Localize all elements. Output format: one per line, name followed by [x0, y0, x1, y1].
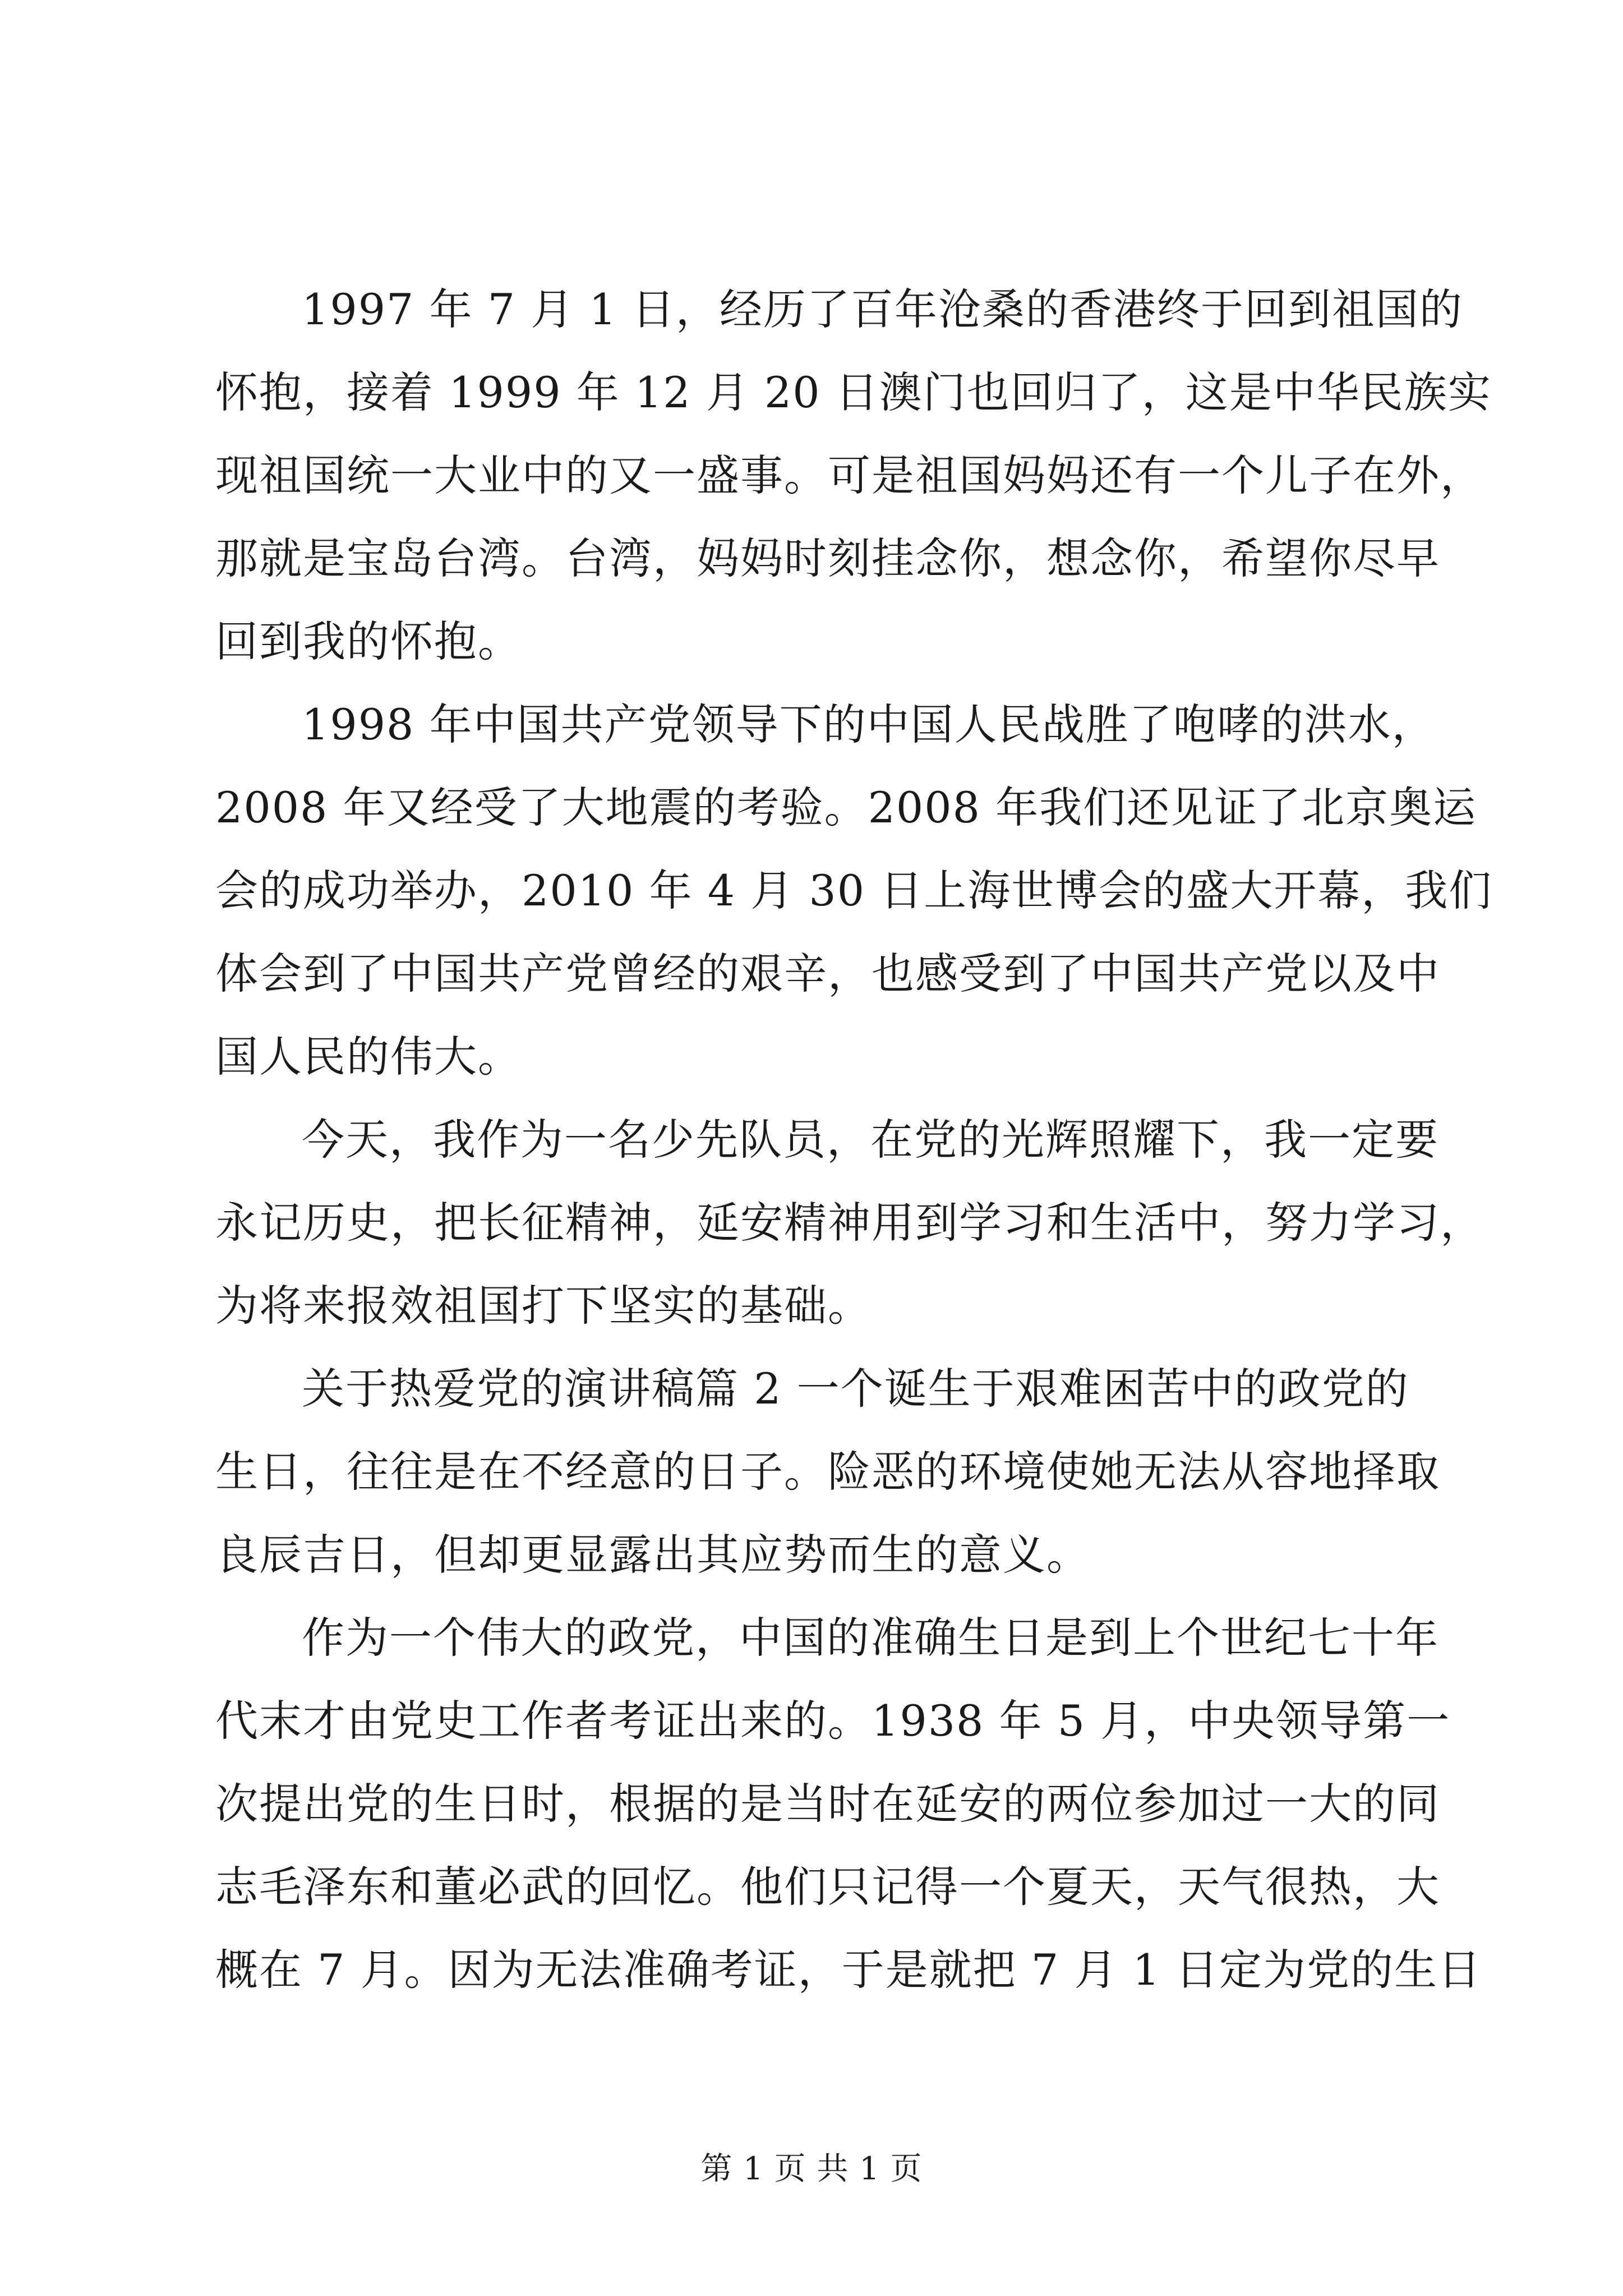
text-line: 生日，往往是在不经意的日子。险恶的环境使她无法从容地择取 — [215, 1447, 1440, 1497]
text-line: 次提出党的生日时，根据的是当时在延安的两位参加过一大的同 — [215, 1779, 1440, 1829]
text-line: 回到我的怀抱。 — [215, 616, 522, 666]
text-line: 为将来报效祖国打下坚实的基础。 — [215, 1281, 872, 1331]
text-line: 今天，我作为一名少先队员，在党的光辉照耀下，我一定要 — [302, 1115, 1439, 1165]
text-line: 志毛泽东和董必武的回忆。他们只记得一个夏天，天气很热，大 — [215, 1862, 1440, 1912]
text-line: 关于热爱党的演讲稿篇 2 一个诞生于艰难困苦中的政党的 — [302, 1364, 1409, 1414]
text-line: 作为一个伟大的政党，中国的准确生日是到上个世纪七十年 — [302, 1613, 1439, 1663]
text-line: 1998 年中国共产党领导下的中国人民战胜了咆哮的洪水， — [302, 700, 1436, 749]
text-line: 永记历史，把长征精神，延安精神用到学习和生活中，努力学习， — [215, 1198, 1484, 1248]
text-line: 代末才由党史工作者考证出来的。1938 年 5 月，中央领导第一 — [215, 1696, 1451, 1746]
text-line: 会的成功举办，2010 年 4 月 30 日上海世博会的盛大开幕，我们 — [215, 866, 1493, 915]
text-line: 体会到了中国共产党曾经的艰辛，也感受到了中国共产党以及中 — [215, 949, 1440, 999]
text-line: 那就是宝岛台湾。台湾，妈妈时刻挂念你，想念你，希望你尽早 — [215, 533, 1440, 583]
page-number-footer: 第 1 页 共 1 页 — [700, 2151, 923, 2187]
document-body — [215, 268, 1493, 2012]
text-line: 良辰吉日，但却更显露出其应势而生的意义。 — [215, 1530, 1090, 1580]
text-line: 现祖国统一大业中的又一盛事。可是祖国妈妈还有一个儿子在外， — [215, 450, 1484, 500]
text-line: 2008 年又经受了大地震的考验。2008 年我们还见证了北京奥运 — [215, 783, 1477, 832]
text-line: 概在 7 月。因为无法准确考证，于是就把 7 月 1 日定为党的生日 — [215, 1945, 1482, 1995]
text-line: 国人民的伟大。 — [215, 1032, 522, 1082]
text-line: 怀抱，接着 1999 年 12 月 20 日澳门也回归了，这是中华民族实 — [215, 367, 1492, 417]
text-line: 1997 年 7 月 1 日，经历了百年沧桑的香港终于回到祖国的 — [302, 284, 1463, 334]
